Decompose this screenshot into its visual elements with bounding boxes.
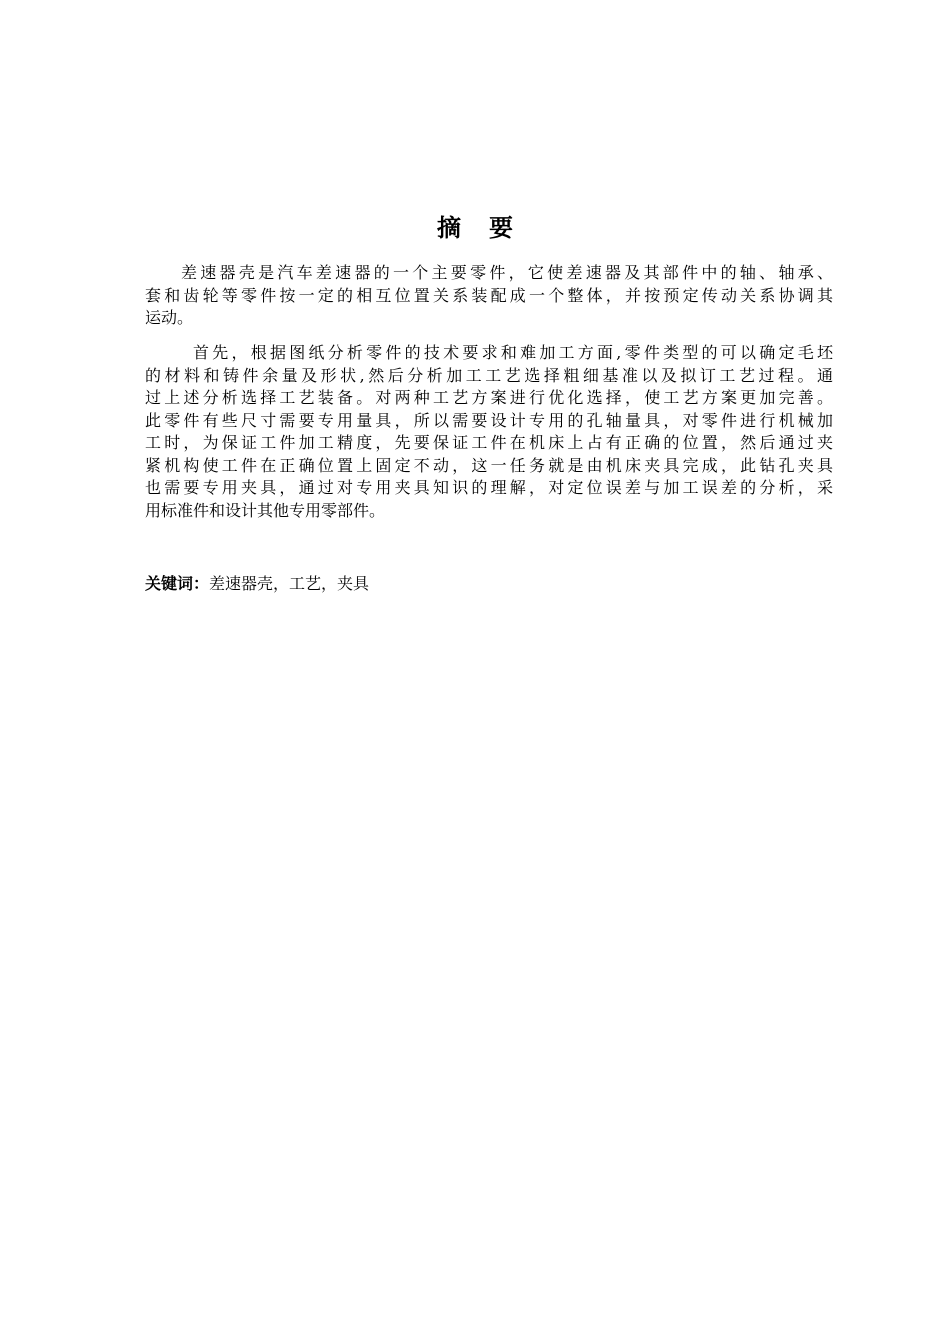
paragraph-line: 此零件有些尺寸需要专用量具，所以需要设计专用的孔轴量具，对零件进行机械加 — [145, 410, 833, 430]
keywords-label: 关键词： — [145, 574, 210, 593]
abstract-title — [0, 208, 950, 243]
paragraph-line: 的材料和铸件余量及形状,然后分析加工工艺选择粗细基准以及拟订工艺过程。通 — [145, 365, 833, 385]
paragraph-line: 运动。 — [145, 308, 194, 327]
paragraph-line: 差速器壳是汽车差速器的一个主要零件，它使差速器及其部件中的轴、轴承、 — [181, 263, 833, 282]
paragraph-line: 也需要专用夹具，通过对专用夹具知识的理解，对定位误差与加工误差的分析，采 — [145, 478, 833, 497]
paragraph-line: 用标准件和设计其他专用零部件。 — [145, 500, 386, 520]
paragraph-line: 工时，为保证工件加工精度，先要保证工件在机床上占有正确的位置，然后通过夹 — [145, 433, 833, 452]
keywords — [145, 571, 369, 594]
title-char-1: 摘 — [437, 214, 461, 242]
abstract-paragraph-1 — [145, 262, 833, 330]
paragraph-line: 首先，根据图纸分析零件的技术要求和难加工方面,零件类型的可以确定毛坯 — [193, 343, 833, 362]
paragraph-line: 套和齿轮等零件按一定的相互位置关系装配成一个整体，并按预定传动关系协调其 — [145, 285, 833, 305]
keywords-value: 差速器壳，工艺，夹具 — [209, 574, 370, 593]
paragraph-line: 过上述分析选择工艺装备。对两种工艺方案进行优化选择，使工艺方案更加完善。 — [145, 388, 833, 407]
title-char-2: 要 — [489, 214, 513, 242]
paragraph-line: 紧机构使工件在正确位置上固定不动，这一任务就是由机床夹具完成，此钻孔夹具 — [145, 455, 833, 475]
abstract-paragraph-2 — [145, 342, 833, 522]
